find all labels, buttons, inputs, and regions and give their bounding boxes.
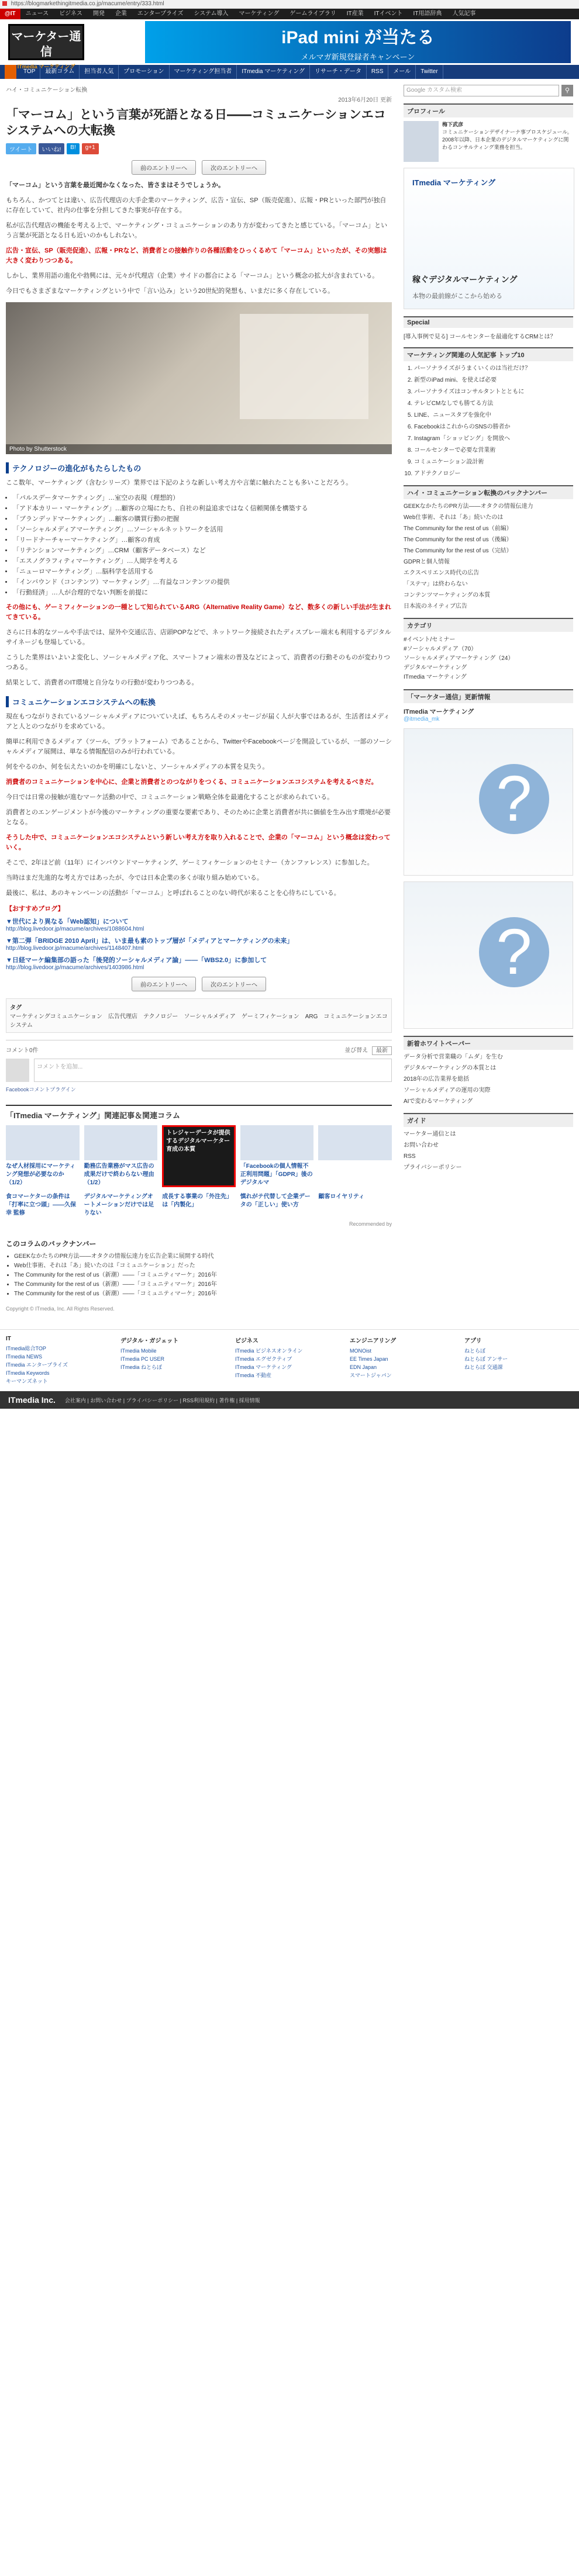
sort-select[interactable]: 最新 <box>372 1046 392 1055</box>
article-photo <box>6 302 392 454</box>
avatar <box>6 1059 29 1082</box>
logo-main: マーケター通信 <box>11 29 81 58</box>
related-card[interactable] <box>240 1125 314 1187</box>
guide-list <box>404 1130 573 1172</box>
ranking-item[interactable]: 8. コールセンターで必要な営業術 <box>414 447 573 455</box>
ranking-item[interactable]: 10. アドテクノロジー <box>414 470 573 478</box>
list-item[interactable]: • The Community for the rest of us（新潮）――「コミュニティマーケ」2016年 <box>14 1280 392 1289</box>
related-card-highlighted[interactable] <box>162 1125 236 1187</box>
list-item[interactable]: The Community for the rest of us（完結） <box>404 548 512 554</box>
ranking-item[interactable]: 2. 新型のiPad mini、を使えば必要 <box>414 376 573 385</box>
paragraph: 何をやるのか、何を伝えたいのかを明確にしないと、ソーシャルメディアの本質を見失う。 <box>6 763 269 770</box>
related-card[interactable] <box>6 1125 80 1187</box>
card-title: 成長する事業の「外注先」は「内製化」 <box>162 1194 233 1208</box>
banner-subtitle: メルマガ新規登録者キャンペーン <box>301 52 415 61</box>
like-button[interactable]: いいね! <box>39 143 65 154</box>
footer-link[interactable]: ねとらぼ アンサー <box>464 1356 508 1362</box>
related-title: 「ITmedia マーケティング」関連記事＆関連コラム <box>6 1111 181 1120</box>
footer-column <box>464 1336 573 1385</box>
rec-link-url[interactable]: http://blog.livedoor.jp/macume/archives/1403986.html <box>6 964 144 971</box>
profile-box <box>404 103 573 162</box>
sort-label: 並び替え <box>344 1047 368 1054</box>
topnav-item[interactable]: システム導入 <box>194 11 229 17</box>
prev-entry-button[interactable]: 前のエントリーへ <box>132 977 196 991</box>
related-card[interactable] <box>162 1193 236 1218</box>
special-heading: Special <box>404 316 573 328</box>
paragraph: 結果として、消費者のIT環境と自分なりの行動が変わりつつある。 <box>6 679 198 686</box>
logo-sub: ITmedia マーケティング <box>17 64 75 70</box>
tag-box <box>6 998 392 1033</box>
address-bar[interactable] <box>0 0 579 9</box>
special-item[interactable]: [導入事例で見る] コールセンターを最適化するCRMとは？ <box>404 334 556 340</box>
list-item[interactable]: The Community for the rest of us（後編） <box>404 537 512 543</box>
search-box <box>404 85 573 96</box>
footer-link[interactable]: ねとらぼ <box>464 1348 486 1354</box>
fb-plugin-label[interactable]: Facebookコメントプラグイン <box>6 1087 76 1092</box>
category-item[interactable]: #イベント/セミナー <box>404 637 456 643</box>
footer-column <box>120 1336 229 1385</box>
catnav-item[interactable]: ITmedia マーケティング <box>237 65 310 79</box>
paragraph: 現在もつながりされているソーシャルメディアについていえば、もちろんそのメッセージが届く人が大事ではあるが、生活者はメディアと人とのつながりを求めている。 <box>6 713 390 730</box>
rec-link-url[interactable]: http://blog.livedoor.jp/macume/archives/1088604.html <box>6 926 144 932</box>
paragraph: 消費者とのエンゲージメントが今後のマーケティングの重要な要素であり、そのために企業と消費者が共に価値を生み出す環境が必要となる。 <box>6 809 391 826</box>
list-item[interactable]: デジタルマーケティングの本質とは <box>404 1065 497 1071</box>
footer-link[interactable]: ITmedia マーケティング <box>235 1364 292 1370</box>
comment-section <box>6 1040 392 1093</box>
card-title: 食コマーケターの条件は「打率に立つ頭」――久保幸 監修 <box>6 1194 76 1216</box>
list-item[interactable]: 「ステマ」は終わらない <box>404 581 468 587</box>
category-item[interactable]: ソーシャルメディアマーケティング（24） <box>404 655 514 662</box>
list-item[interactable]: コンテンツマーケティングの本質 <box>404 592 491 599</box>
footer-link[interactable]: EE Times Japan <box>350 1356 388 1362</box>
twitter-name[interactable]: ITmedia マーケティング <box>404 708 474 715</box>
ad-body: 稼ぐデジタルマーケティング <box>412 275 518 284</box>
home-icon[interactable] <box>5 65 16 79</box>
topnav-item[interactable]: IT産業 <box>346 11 364 17</box>
section-heading: テクノロジーの進化がもたらしたもの <box>6 462 392 473</box>
profile-heading: プロフィール <box>404 103 573 117</box>
topnav-item[interactable]: ニュース <box>25 11 49 17</box>
list-item: • 「ブランデッドマーケティング」…顧客の購買行動の把握 <box>13 514 392 524</box>
list-item: • 「リテンションマーケティング」…CRM（顧客データベース）など <box>13 546 392 555</box>
footer-link[interactable]: EDN Japan <box>350 1364 377 1370</box>
whitepaper-heading: 新着ホワイトペーパー <box>404 1036 573 1050</box>
footer-link[interactable]: キーマンズネット <box>6 1378 48 1384</box>
footer-link[interactable]: ITmedia PC USER <box>120 1356 165 1362</box>
recommended-title: 【おすすめブログ】 <box>6 905 64 912</box>
paragraph-emphasis: その他にも、ゲーミフィケーションの一種として知られているARG（Alternative Reality Game）など、数多くの新しい手法が生まれてきている。 <box>6 604 391 621</box>
topnav-item[interactable]: IT用語辞典 <box>413 11 442 17</box>
footer-column <box>235 1336 344 1385</box>
paragraph: そこで、2年ほど前（11年）にインバウンドマーケティング、ゲーミフィケーションのセミナー（カンファレンス）に参加した。 <box>6 859 374 866</box>
hicomm-heading: ハイ・コミュニケーション転換のバックナンバー <box>404 485 573 499</box>
footer-link[interactable]: ITmedia Keywords <box>6 1370 50 1376</box>
content-wrapper <box>0 79 579 1312</box>
side-ad[interactable] <box>404 168 574 309</box>
side-image <box>404 728 573 876</box>
list-item: • 「パルスデータマーケティング」…室空の表現（理想的） <box>13 493 392 503</box>
footer-link[interactable]: ITmedia NEWS <box>6 1354 43 1360</box>
comment-count: コメント0件 <box>6 1047 39 1054</box>
paragraph: 簡単に利用できるメディア（ツール、プラットフォーム）であることから、TwitterやFacebookページを開設しているが、一部のソーシャルメディア展開は、単なる情報配信のみが行われている。 <box>6 738 392 755</box>
related-card[interactable] <box>240 1193 314 1218</box>
photo-caption: Photo by Shutterstock <box>6 444 392 454</box>
footer-links[interactable]: 会社案内 | お問い合わせ | プライバシーポリシー | RSS利用規約 | 著作権 | 採用情報 <box>64 1397 260 1403</box>
guide-box <box>404 1113 573 1172</box>
related-card[interactable] <box>6 1193 80 1218</box>
comment-compose <box>6 1059 392 1082</box>
list-item[interactable]: • The Community for the rest of us（新潮）――「コミュニティマーケ」2016年 <box>14 1271 392 1280</box>
topnav-item[interactable]: 開発 <box>92 11 105 17</box>
ad-link: 本物の最前線がここから始める <box>412 293 502 300</box>
ranking-item[interactable]: 1. パーソナライズがうまくいくのは当社だけ？ <box>414 365 573 373</box>
paragraph-emphasis: 消費者のコミュニケーションを中心に、企業と消費者とのつながりをつくる、コミュニケーションエコシステムを考えるべきだ。 <box>6 779 378 786</box>
footer-column <box>6 1336 115 1385</box>
profile-bio: コミュニケーションデザイナーナ事プロスケジュール。2008年以降、日本企業のデジタルマーケティングに関わるコンサルティング業務を担当。 <box>442 129 573 150</box>
article-body <box>6 181 392 971</box>
list-item[interactable]: エクスペリエンス時代の広告 <box>404 570 480 576</box>
hatena-button[interactable]: B! <box>67 143 79 154</box>
card-title: 慎れがテ代替して企業データの「正しい」使い方 <box>240 1194 311 1208</box>
footer-bar <box>0 1391 579 1409</box>
list-item[interactable]: • The Community for the rest of us（新潮）――「コミュニティマーケ」2016年 <box>14 1289 392 1299</box>
list-item: • 「インバウンド（コンテンツ）マーケティング」…有益なコンテンツの提供 <box>13 578 392 587</box>
rec-link-url[interactable]: http://blog.livedoor.jp/macume/archives/1148407.html <box>6 945 144 952</box>
footer-heading: IT <box>6 1336 11 1342</box>
catnav-item[interactable]: TOP <box>19 65 40 79</box>
related-card[interactable] <box>84 1125 158 1187</box>
card-thumbnail <box>84 1125 158 1160</box>
rec-link-title[interactable]: ▼第二弾「BRIDGE 2010 April」は、いま最も素のトップ層が「メディアとマーケティングの未来」 <box>6 938 294 945</box>
company-logo[interactable]: ITmedia Inc. <box>8 1395 56 1405</box>
catnav-item[interactable]: メール <box>388 65 416 79</box>
category-heading: カテゴリ <box>404 618 573 632</box>
list-item[interactable]: • Web仕事術、それは「あ」続いたのは『コミュニケーション』だった <box>14 1261 392 1271</box>
profile-content <box>404 121 573 162</box>
catnav-item[interactable]: プロモーション <box>119 65 169 79</box>
next-entry-button[interactable]: 次のエントリーへ <box>202 160 266 175</box>
list-item[interactable]: RSS <box>404 1153 416 1160</box>
paragraph: 今日でもさまざまなマーケティングという中で「言い込み」という20世紀的発想も、いまだに多く存在している。 <box>6 288 335 295</box>
category-box <box>404 618 573 682</box>
backnumber-section <box>6 1239 392 1299</box>
topnav-item[interactable]: 人気記事 <box>452 11 476 17</box>
paragraph: 最後に、私は、あのキャンペーンの活動が「マーコム」と呼ばれることのない時代が来ることを心待ちにしている。 <box>6 890 340 897</box>
hicomm-list <box>404 503 573 611</box>
footer-heading: ビジネス <box>235 1338 259 1344</box>
topnav-item[interactable]: ゲームライブラリ <box>290 11 336 17</box>
tags-list[interactable]: マーケティングコミュニケーション 広告代理店 テクノロジー ソーシャルメディア ゲーミフィケーション ARG コミュニケーションエコシステム <box>10 1014 388 1029</box>
copyright: Copyright © ITmedia, Inc. All Rights Reserved. <box>6 1306 115 1312</box>
category-nav <box>0 65 579 79</box>
card-title: 顧客ロイヤリティ <box>318 1194 365 1200</box>
ranking-item[interactable]: 5. LINE、ニュースタブを強化中 <box>414 412 573 420</box>
card-title: デジタルマーケティングオートメーションだけでは足りない <box>84 1194 154 1216</box>
social-buttons <box>6 143 392 154</box>
list-item[interactable]: プライバシーポリシー <box>404 1164 462 1171</box>
footer-heading: アプリ <box>464 1338 482 1344</box>
special-box <box>404 316 573 340</box>
top-navigation <box>0 9 579 19</box>
category-item[interactable]: ITmedia マーケティング <box>404 674 467 680</box>
ranking-item[interactable]: 7. Instagram「ショッピング」を開放へ <box>414 435 573 443</box>
list-item[interactable]: データ分析で営業職の「ムダ」を生む <box>404 1054 503 1060</box>
topnav-item[interactable]: ビジネス <box>59 11 82 17</box>
card-thumbnail <box>318 1125 392 1160</box>
catnav-item[interactable]: RSS <box>367 65 389 79</box>
footer-link[interactable]: MONOist <box>350 1348 371 1354</box>
list-item: • 「アド本カリー・マーケティング」…顧客の立場にたち、自社の利益追求ではなく信頼関係を構築する <box>13 504 392 513</box>
ad-title: ITmedia マーケティング <box>412 178 496 187</box>
twitter-handle[interactable]: @itmedia_mk <box>404 716 440 722</box>
catnav-item[interactable]: 最新コラム <box>40 65 80 79</box>
article-title: 「マーコム」という言葉が死語となる日――コミュニケーションエコシステムへの大転換 <box>6 108 386 137</box>
list-item: • 「リードナーチャーマーケティング」…顧客の育成 <box>13 535 392 545</box>
ranking-item[interactable]: 6. FacebookはこれからのSNSの勝者か <box>414 423 573 431</box>
footer-link[interactable]: ITmedia ねとらぼ <box>120 1364 163 1370</box>
list-item[interactable]: AIで変わるマーケティング <box>404 1098 473 1105</box>
profile-photo <box>404 121 439 162</box>
card-thumbnail <box>6 1125 80 1160</box>
footer-column <box>350 1336 459 1385</box>
catnav-item[interactable]: マーケティング担当者 <box>170 65 237 79</box>
list-item[interactable]: • GEEKなかたちのPR方法――オタクの情報伝達力を広告企業に展開する時代 <box>14 1252 392 1261</box>
footer-heading: エンジニアリング <box>350 1338 397 1344</box>
card-title: なぜ人材採用にマーケティング発想が必要なのか（1/2） <box>6 1163 75 1186</box>
site-logo[interactable] <box>8 24 84 70</box>
related-card[interactable] <box>318 1125 392 1187</box>
guide-heading: ガイド <box>404 1113 573 1127</box>
list-item[interactable]: ソーシャルメディアの運用の実際 <box>404 1087 491 1094</box>
question-icon: ? <box>479 764 549 834</box>
topnav-item[interactable]: マーケティング <box>239 11 280 17</box>
brand-link[interactable]: @IT <box>0 9 20 19</box>
related-articles <box>6 1105 392 1227</box>
paragraph-emphasis: 広告・宣伝、SP（販売促進）、広報・PRなど、消費者との接触作りの各種活動をひっくるめて「マーコム」といったが、その実態は大きく変わりつつある。 <box>6 247 387 264</box>
paragraph: 私が広告代理店の機能を考える上で、マーケティング・コミュニケーションのあり方が変わってきたと感じている。「マーコム」という言葉が死語となる日も近いのかもしれない。 <box>6 222 388 239</box>
hicomm-box <box>404 485 573 611</box>
footer-link[interactable]: ITmedia Mobile <box>120 1348 157 1354</box>
list-item[interactable]: 日本流のネイティブ広告 <box>404 603 467 610</box>
gplus-button[interactable]: g+1 <box>82 143 99 154</box>
section-heading: コミュニケーションエコシステムへの転換 <box>6 696 392 707</box>
article-intro: 「マーコム」という言葉を最近聞かなくなった、皆さまはそうでしょうか。 <box>6 182 225 189</box>
card-thumbnail <box>240 1125 314 1160</box>
footer-link[interactable]: ITmedia ビジネスオンライン <box>235 1348 303 1354</box>
recommended-blogs <box>6 904 392 971</box>
topnav-item[interactable]: エンタープライズ <box>137 11 184 17</box>
list-item[interactable]: Web仕事術、それは「あ」続いたのは <box>404 514 504 521</box>
footer-link[interactable]: ITmedia エンタープライズ <box>6 1362 68 1368</box>
profile-name: 梅下武彦 <box>442 122 464 127</box>
paragraph: しかし、業界用語の進化や勃興には、元々が代理店（企業）サイドの都合による「マーコム」という概念の拡大が含まれている。 <box>6 272 379 279</box>
list-item[interactable]: The Community for the rest of us（前編） <box>404 525 512 532</box>
paragraph: 今日では日常の接触が進むマーケ活動の中で、コミュニケーション戦略全体を最適化することが求められている。 <box>6 794 334 801</box>
url-text: https://blogmarkethingitmedia.co.jp/macume/entry/333.html <box>11 1 164 7</box>
rec-link-title[interactable]: ▼世代により異なる「Web認知」について <box>6 918 129 925</box>
twitter-box <box>404 689 573 722</box>
method-list <box>6 493 392 597</box>
entry-pager-bottom <box>6 977 392 991</box>
rec-link-title[interactable]: ▼日経マーケ編集部の語った「後発的ソーシャルメディア論」――「WBS2.0」に参加して <box>6 957 267 964</box>
list-item: • 「ニューロマーケティング」…脳科学を活用する <box>13 567 392 576</box>
paragraph-emphasis: そうした中で、コミュニケーションエコシステムという新しい考え方を取り入れることで、企業の「マーコム」という概念は変わっていく。 <box>6 834 391 851</box>
main-column <box>6 85 392 1312</box>
topnav-item[interactable]: ITイベント <box>374 11 403 17</box>
ranking-item[interactable]: 3. パーソナライズはコンサルタントとともに <box>414 388 573 396</box>
ranking-item[interactable]: 9. コミュニケーション設計術 <box>414 458 573 466</box>
paragraph: さらに日本的なツールや手法では、屋外や交通広告、店頭POPなどで、ネットワーク接続されたディスプレー端末も利用するデジタルサイネージも登場している。 <box>6 629 391 646</box>
ad-banner[interactable] <box>145 21 571 63</box>
list-item: • 「エスノグラフィティマーケティング」…人間学を考える <box>13 556 392 566</box>
prev-entry-button[interactable]: 前のエントリーへ <box>132 160 196 175</box>
comment-input[interactable]: コメントを追加... <box>34 1059 392 1082</box>
side-image <box>404 881 573 1029</box>
card-title: 勤務広告業務がマス広告の成果だけで終わらない理由（1/2） <box>84 1163 154 1186</box>
related-card[interactable] <box>84 1193 158 1218</box>
favicon-icon <box>2 1 7 6</box>
category-list <box>404 635 573 682</box>
paragraph: こうした業界はいよいよ変化し、ソーシャルメディア化、スマートフォン端末の普及などによって、消費者の行動そのものが変わりつつある。 <box>6 654 391 671</box>
tweet-button[interactable]: ツイート <box>6 143 36 154</box>
site-footer <box>0 1329 579 1391</box>
whitepaper-list <box>404 1053 573 1106</box>
footer-link[interactable]: ITmedia 不動産 <box>235 1372 272 1378</box>
catnav-item[interactable]: リサーチ・データ <box>310 65 367 79</box>
list-item: • 「行動経済」…人が合理的でない判断を前提に <box>13 588 392 597</box>
recommended-by: Recommended by <box>349 1221 392 1227</box>
ranking-heading: マーケティング関連の人気記事 トップ10 <box>404 347 573 361</box>
comment-bar <box>6 1045 392 1054</box>
next-entry-button[interactable]: 次のエントリーへ <box>202 977 266 991</box>
topnav-item[interactable]: 企業 <box>115 11 127 17</box>
list-item[interactable]: お問い合わせ <box>404 1142 439 1149</box>
ranking-item[interactable]: 4. テレビCMなしでも勝てる方法 <box>414 400 573 408</box>
footer-link[interactable]: ITmedia総合TOP <box>6 1346 46 1351</box>
related-grid <box>6 1125 392 1187</box>
twitter-heading: 「マーケター通信」更新情報 <box>404 689 573 703</box>
footer-link[interactable]: ITmedia エグゼクティブ <box>235 1356 292 1362</box>
ranking-box <box>404 347 573 478</box>
related-card[interactable] <box>318 1193 392 1218</box>
backnumber-title: このコラムのバックナンバー <box>6 1240 96 1248</box>
card-title: 「Facebookの個人情報不正利用問題」「GDPR」後のデジタルマ <box>240 1163 313 1186</box>
catnav-item[interactable]: 担当者人気 <box>80 65 119 79</box>
paragraph: もちろん、かつてとは違い、広告代理店の大手企業のマーケティング、広告・宣伝、SP（販売促進）、広報・PRといった部門が独自に存在していて、社内の仕事を分担してきた事実が存在する。 <box>6 197 387 214</box>
list-item[interactable]: 2018年の広告業界を総括 <box>404 1076 470 1083</box>
ranking-list <box>404 365 573 478</box>
backnumber-list <box>6 1252 392 1299</box>
breadcrumb[interactable]: ハイ・コミュニケーション転換 <box>6 87 88 94</box>
banner-title: iPad mini が当たる <box>281 27 435 47</box>
entry-pager-top <box>6 160 392 175</box>
search-icon[interactable]: ⚲ <box>561 85 573 96</box>
category-item[interactable]: #ソーシャルメディア（70） <box>404 646 477 652</box>
paragraph: 当時はまだ先進的な考え方ではあったが、今では日本企業の多くが取り組み始めている。 <box>6 874 263 881</box>
article-date: 2013年6月20日 更新 <box>338 97 392 103</box>
site-header <box>0 19 579 70</box>
profile-text <box>442 121 573 162</box>
photo-window <box>240 314 368 419</box>
tags-label: タグ <box>10 1005 22 1011</box>
footer-link[interactable]: スマートジャパン <box>350 1372 392 1378</box>
footer-heading: デジタル・ガジェット <box>120 1338 179 1344</box>
whitepaper-box <box>404 1036 573 1106</box>
list-item[interactable]: GDPRと個人情報 <box>404 559 450 565</box>
list-item[interactable]: マーケター通信とは <box>404 1131 456 1137</box>
related-grid-2 <box>6 1193 392 1218</box>
paragraph: ここ数年、マーケティング（含むシリーズ）業界では下記のような新しい考え方や言葉に触れたことも多いことだろう。 <box>6 479 353 486</box>
footer-link[interactable]: ねとらぼ 交通課 <box>464 1364 503 1370</box>
card-title: トレジャーデータが提供するデジタルマーケター育成の本質 <box>166 1130 230 1153</box>
list-item: • 「ソーシャルメディアマーケティング」…ソーシャルネットワークを活用 <box>13 525 392 534</box>
list-item[interactable]: GEEKなかたちのPR方法――オタクの情報伝達力 <box>404 503 533 510</box>
search-input[interactable]: Google カスタム検索 <box>404 85 559 96</box>
question-icon: ? <box>479 917 549 987</box>
category-item[interactable]: デジタルマーケティング <box>404 665 467 671</box>
catnav-item[interactable]: Twitter <box>416 65 443 79</box>
sidebar <box>404 85 573 1312</box>
